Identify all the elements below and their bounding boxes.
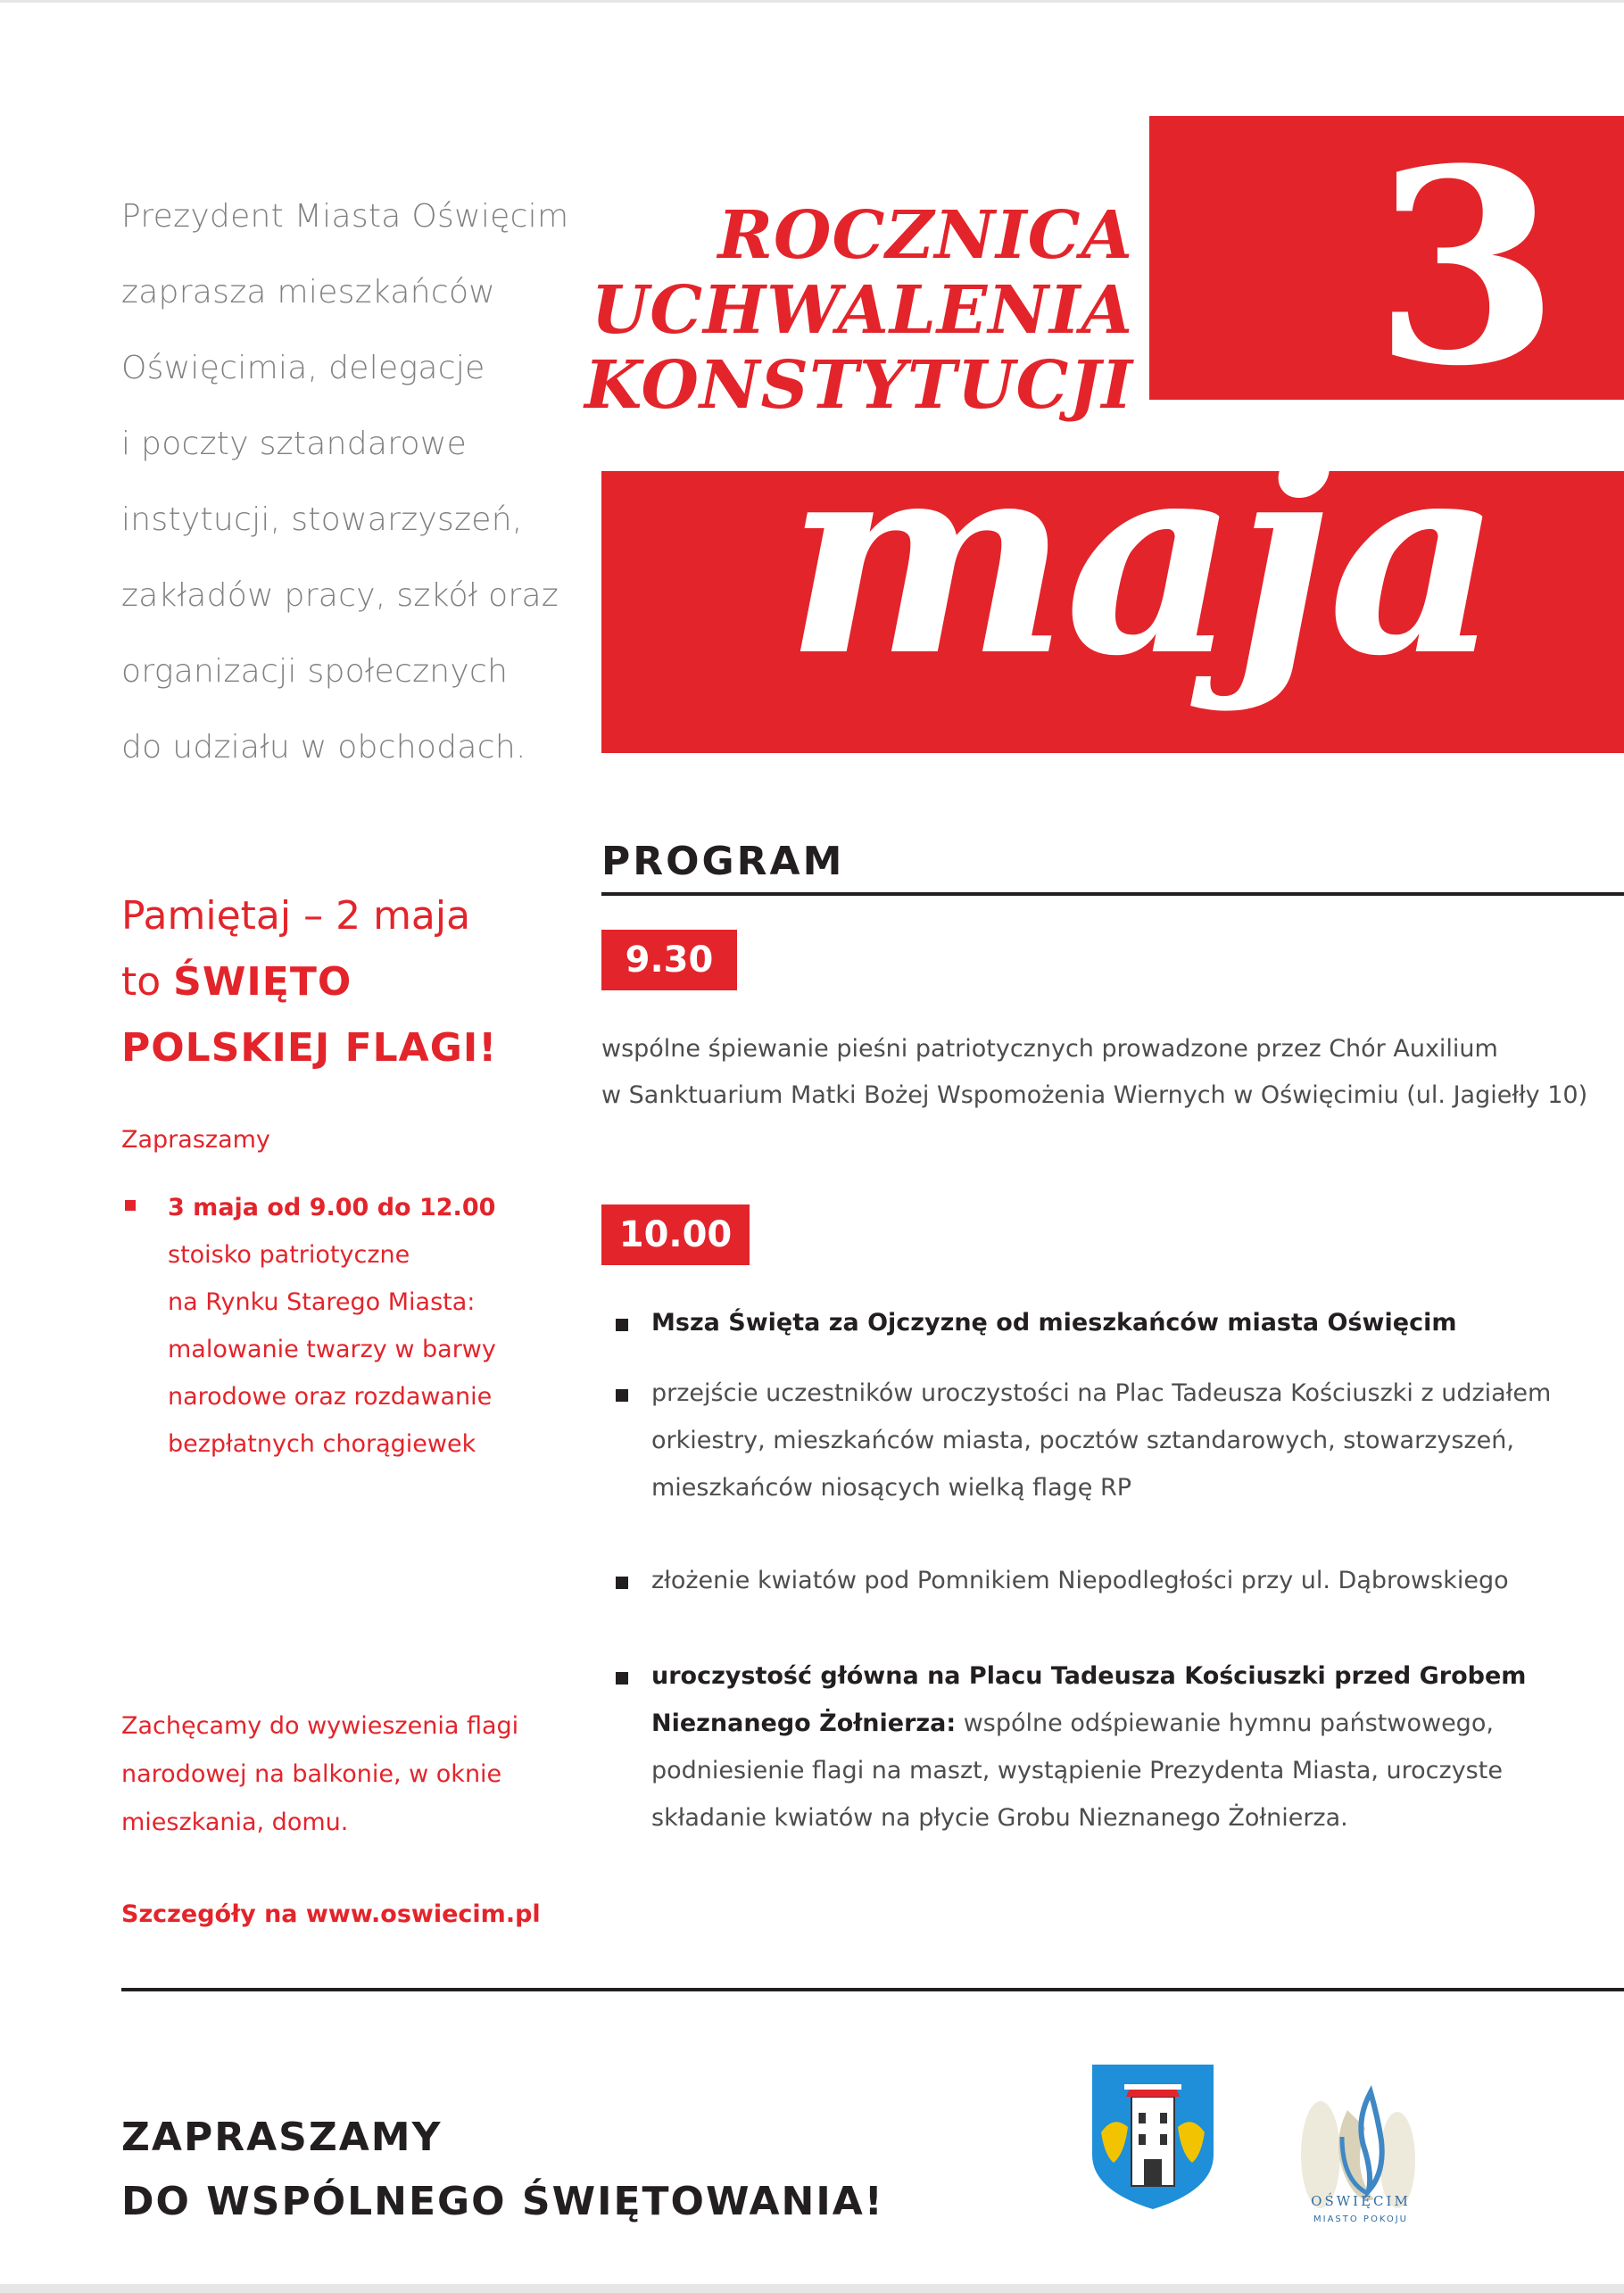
- bullet-icon: [616, 1577, 628, 1589]
- city-logo-name: OŚWIĘCIM: [1311, 2193, 1411, 2209]
- slot-description-line: wspólne śpiewanie pieśni patriotycznych prowadzone przez Chór Auxilium: [601, 1035, 1498, 1063]
- invite-label: Zapraszamy: [121, 1126, 270, 1154]
- headline-line: ROCZNICA: [717, 197, 1133, 274]
- intro-line: do udziału w obchodach.: [121, 729, 526, 766]
- program-item-text: wspólne odśpiewanie hymnu państwowego,: [956, 1709, 1494, 1737]
- bullet-icon: [616, 1319, 628, 1331]
- intro-text: [121, 178, 585, 785]
- top-border: [0, 0, 1624, 3]
- closing-line: DO WSPÓLNEGO ŚWIĘTOWANIA!: [121, 2179, 884, 2224]
- program-item-text: orkiestry, mieszkańców miasta, pocztów sztandarowych, stowarzyszeń,: [651, 1427, 1514, 1454]
- reminder-highlight: ŚWIĘTO: [173, 959, 352, 1005]
- headline-line: KONSTYTUCJI: [584, 347, 1133, 424]
- program-item: [616, 1370, 1615, 1511]
- reminder-line: to: [121, 959, 174, 1005]
- intro-line: i poczty sztandarowe: [121, 426, 468, 462]
- stand-line: stoisko patriotyczne: [168, 1241, 410, 1269]
- program-item-text: podniesienie flagi na maszt, wystąpienie Prezydenta Miasta, uroczyste: [651, 1757, 1503, 1784]
- time-badge: 9.30: [601, 930, 737, 990]
- program-item-text: złożenie kwiatów pod Pomnikiem Niepodległości przy ul. Dąbrowskiego: [651, 1567, 1509, 1594]
- program-item-text: mieszkańców niosących wielką flagę RP: [651, 1474, 1131, 1502]
- city-logo-icon: [1285, 2043, 1437, 2257]
- closing-invitation: [121, 2106, 884, 2234]
- program-item-text: składanie kwiatów na płycie Grobu Nieznanego Żołnierza.: [651, 1804, 1348, 1832]
- intro-line: instytucji, stowarzyszeń,: [121, 501, 523, 538]
- program-item-text: przejście uczestników uroczystości na Plac Tadeusza Kościuszki z udziałem: [651, 1379, 1552, 1407]
- program-item-text: uroczystość główna na Placu Tadeusza Kościuszki przed Grobem: [651, 1662, 1527, 1690]
- program-divider: [601, 892, 1624, 896]
- flag-call-line: mieszkania, domu.: [121, 1809, 349, 1836]
- bullet-icon: [616, 1672, 628, 1685]
- time-badge: 10.00: [601, 1204, 750, 1265]
- flag-hanging-call: [121, 1702, 585, 1847]
- bullet-icon: [616, 1389, 628, 1402]
- flag-call-line: Zachęcamy do wywieszenia flagi: [121, 1712, 519, 1740]
- bottom-border: [0, 2284, 1624, 2293]
- program-item-text: Nieznanego Żołnierza:: [651, 1709, 957, 1737]
- city-crest-icon: [1089, 2061, 1217, 2213]
- reminder-line: Pamiętaj – 2 maja: [121, 893, 471, 939]
- intro-line: Prezydent Miasta Oświęcim: [121, 198, 569, 235]
- intro-line: zaprasza mieszkańców: [121, 274, 496, 310]
- intro-line: Oświęcimia, delegacje: [121, 350, 485, 386]
- stand-time: 3 maja od 9.00 do 12.00: [168, 1194, 496, 1221]
- month-name: maja: [785, 400, 1498, 715]
- city-logo-tagline: MIASTO POKOJU: [1313, 2214, 1408, 2224]
- flag-day-reminder: [121, 883, 568, 1081]
- details-link[interactable]: Szczegóły na www.oswiecim.pl: [121, 1900, 541, 1928]
- flag-call-line: narodowej na balkonie, w oknie: [121, 1760, 502, 1788]
- bullet-icon: [125, 1200, 136, 1211]
- intro-line: zakładów pracy, szkół oraz: [121, 577, 559, 614]
- intro-line: organizacji społecznych: [121, 653, 509, 690]
- patriotic-stand: [121, 1184, 585, 1468]
- stand-line: na Rynku Starego Miasta:: [168, 1288, 476, 1316]
- program-title: PROGRAM: [601, 839, 845, 884]
- program-item: [616, 1652, 1615, 1842]
- stand-line: narodowe oraz rozdawanie: [168, 1383, 493, 1411]
- stand-line: malowanie twarzy w barwy: [168, 1336, 496, 1363]
- program-item: [616, 1557, 1615, 1604]
- reminder-highlight: POLSKIEJ FLAGI!: [121, 1025, 498, 1071]
- program-item: [616, 1299, 1615, 1346]
- day-number: 3: [1373, 110, 1560, 425]
- closing-line: ZAPRASZAMY: [121, 2115, 443, 2160]
- slot-description: [601, 1026, 1619, 1119]
- stand-line: bezpłatnych chorągiewek: [168, 1430, 476, 1458]
- program-item-text: Msza Święta za Ojczyznę od mieszkańców miasta Oświęcim: [651, 1309, 1457, 1337]
- bottom-divider: [121, 1988, 1624, 1991]
- slot-description-line: w Sanktuarium Matki Bożej Wspomożenia Wiernych w Oświęcimiu (ul. Jagiełły 10): [601, 1081, 1588, 1109]
- headline-title: [571, 198, 1133, 423]
- headline-line: UCHWALENIA: [591, 272, 1133, 349]
